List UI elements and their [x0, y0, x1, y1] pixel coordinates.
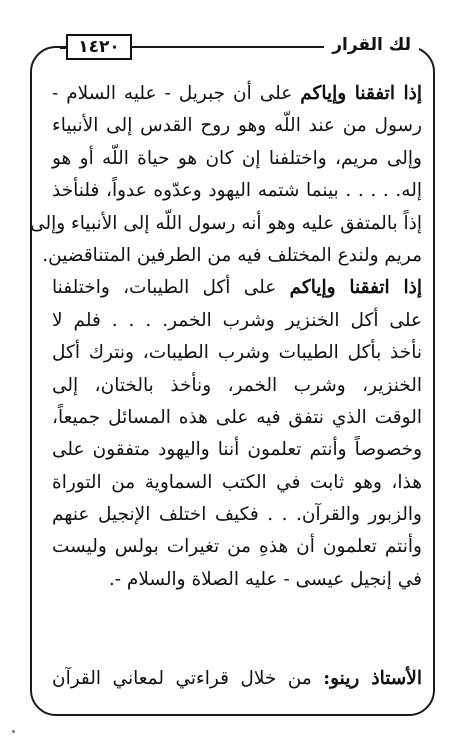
text-line — [52, 402, 422, 434]
line-text: الوقت الذي نتفق فيه على هذه المسائل جميعاً، — [52, 406, 422, 428]
line-text: في إنجيل عيسى - عليه الصلاة والسلام -. — [108, 568, 422, 590]
line-text: وأنتم تعلمون أن هذهِ من تغيرات بولس وليست — [52, 536, 422, 558]
line-text: هذا، وهو ثابت في الكتب السماوية من التوراة — [52, 471, 422, 493]
line-text: مريم ولندع المختلف فيه من الطرفين المتناقضين. — [42, 244, 422, 266]
line-text: على أكل الطيبات، واختلفنا — [52, 277, 290, 299]
text-line — [52, 531, 422, 563]
text-line — [52, 78, 422, 110]
text-line — [52, 467, 422, 499]
body-text — [30, 78, 422, 596]
bold-lead-phrase: إذا اتفقنا وإياكم — [289, 277, 422, 299]
text-line — [30, 208, 422, 240]
text-line — [52, 337, 422, 369]
page-number-box: ١٤٢٠ — [66, 34, 132, 60]
running-header-title: لك القرار — [324, 34, 419, 56]
text-line — [52, 370, 422, 402]
text-line — [52, 434, 422, 466]
line-text: على أكل الخنزير وشرب الخمر. . . . فلم لا — [52, 309, 422, 331]
footer-text-line — [52, 663, 422, 695]
text-line — [52, 143, 422, 175]
line-text: وإلى مريم، واختلفنا إن كان هو حياة اللّه أو هو — [52, 147, 422, 169]
text-line — [52, 499, 422, 531]
line-text: من خلال قراءتي لمعاني القرآن — [52, 668, 324, 689]
text-line — [52, 305, 422, 337]
scan-speck — [12, 730, 15, 733]
text-line — [42, 240, 422, 272]
text-line — [52, 272, 422, 304]
line-text: الخنزير، وشرب الخمر، ونأخذ بالختان، إلى — [52, 374, 422, 396]
text-line — [52, 110, 422, 142]
line-text: إذاً بالمتفق عليه وهو أنه رسول اللّه إلى الأنبياء وإلى — [30, 212, 422, 234]
line-text: على أن جبريل - عليه السلام - — [52, 83, 301, 104]
bold-lead-phrase: إذا اتفقنا وإياكم — [300, 83, 422, 104]
line-text: وخصوصاً وأنتم تعلمون أننا واليهود متفقون على — [52, 439, 422, 461]
speaker-name: الأستاذ رينو: — [323, 668, 422, 689]
line-text: والزبور والقرآن. . . فكيف اختلف الإنجيل عنهم — [52, 504, 422, 526]
line-text: نأخذ بأكل الطيبات وشرب الطيبات، ونترك أكل — [52, 342, 422, 364]
line-text: إله. . . . . بينما شتمه اليهود وعدّوه عدواً، فلنأخذ — [52, 180, 422, 202]
line-text: رسول من عند اللّه وهو روح القدس إلى الأنبياء — [52, 115, 422, 137]
text-line — [52, 564, 422, 596]
text-line — [52, 175, 422, 207]
